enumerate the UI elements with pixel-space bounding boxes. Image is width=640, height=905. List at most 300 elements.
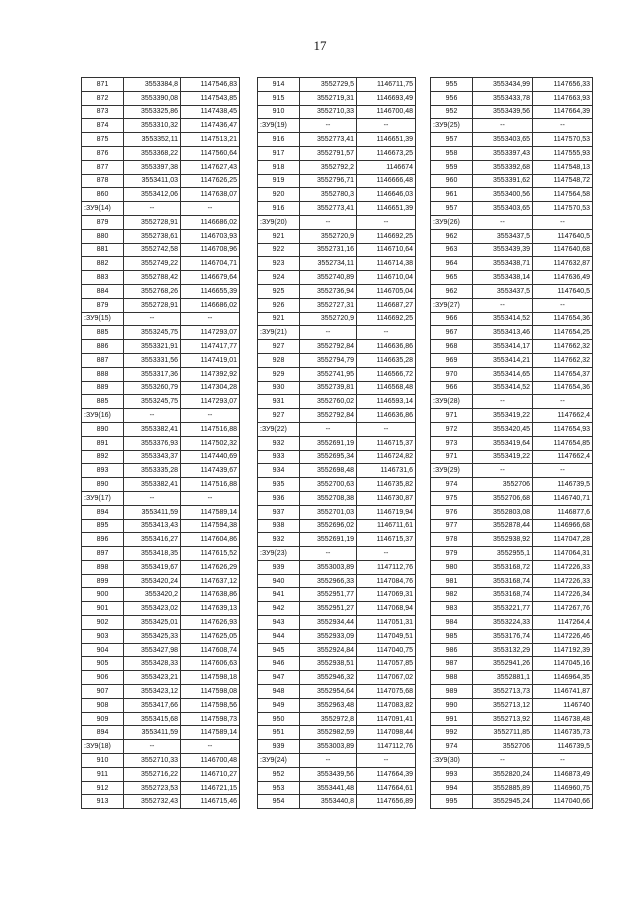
point-number-cell: 928 <box>258 353 300 367</box>
table-row <box>258 422 416 436</box>
table-row <box>431 629 593 643</box>
x-coordinate-cell: -- <box>300 754 357 768</box>
x-coordinate-cell: 3552720,9 <box>300 312 357 326</box>
point-number-cell: 965 <box>431 271 473 285</box>
point-number-cell: :ЗУ9(28) <box>431 395 473 409</box>
table-row <box>258 795 416 809</box>
point-number-cell: 886 <box>82 340 124 354</box>
y-coordinate-cell: 1147625,05 <box>181 629 240 643</box>
x-coordinate-cell: 3552713,92 <box>473 712 533 726</box>
table-row <box>431 754 593 768</box>
point-number-cell: 986 <box>431 643 473 657</box>
y-coordinate-cell: 1146715,46 <box>181 795 240 809</box>
point-number-cell: 991 <box>431 712 473 726</box>
x-coordinate-cell: 3552938,51 <box>300 657 357 671</box>
point-number-cell: 911 <box>82 767 124 781</box>
table-row <box>258 533 416 547</box>
y-coordinate-cell: -- <box>533 119 593 133</box>
point-number-cell: 932 <box>258 533 300 547</box>
x-coordinate-cell: 3553413,46 <box>473 326 533 340</box>
x-coordinate-cell: 3552739,81 <box>300 381 357 395</box>
x-coordinate-cell: 3553411,59 <box>124 505 181 519</box>
x-coordinate-cell: 3553411,03 <box>124 174 181 188</box>
y-coordinate-cell: 1146593,14 <box>357 395 416 409</box>
y-coordinate-cell: 1147598,56 <box>181 698 240 712</box>
table-row <box>82 574 240 588</box>
table-row <box>431 257 593 271</box>
table-row <box>431 243 593 257</box>
table-row <box>431 436 593 450</box>
x-coordinate-cell: 3553438,71 <box>473 257 533 271</box>
point-number-cell: 967 <box>431 326 473 340</box>
table-row <box>258 491 416 505</box>
point-number-cell: :ЗУ9(17) <box>82 491 124 505</box>
y-coordinate-cell: -- <box>181 202 240 216</box>
point-number-cell: :ЗУ9(15) <box>82 312 124 326</box>
x-coordinate-cell: 3553437,5 <box>473 229 533 243</box>
x-coordinate-cell: 3552972,8 <box>300 712 357 726</box>
x-coordinate-cell: -- <box>473 464 533 478</box>
y-coordinate-cell: 1147513,21 <box>181 133 240 147</box>
table-row <box>82 243 240 257</box>
x-coordinate-cell: 3553132,29 <box>473 643 533 657</box>
x-coordinate-cell: 3553412,06 <box>124 188 181 202</box>
x-coordinate-cell: 3553439,39 <box>473 243 533 257</box>
y-coordinate-cell: 1147067,02 <box>357 671 416 685</box>
y-coordinate-cell: 1147548,13 <box>533 160 593 174</box>
x-coordinate-cell: -- <box>300 119 357 133</box>
table-row <box>258 643 416 657</box>
point-number-cell: 922 <box>258 243 300 257</box>
x-coordinate-cell: 3552768,26 <box>124 284 181 298</box>
x-coordinate-cell: 3553423,02 <box>124 602 181 616</box>
point-number-cell: 907 <box>82 685 124 699</box>
x-coordinate-cell: 3553427,98 <box>124 643 181 657</box>
point-number-cell: 896 <box>82 533 124 547</box>
table-row <box>82 560 240 574</box>
table-row <box>258 616 416 630</box>
x-coordinate-cell: 3552698,48 <box>300 464 357 478</box>
x-coordinate-cell: 3553420,45 <box>473 422 533 436</box>
table-row <box>82 409 240 423</box>
y-coordinate-cell: 1147064,31 <box>533 547 593 561</box>
point-number-cell: 966 <box>431 312 473 326</box>
y-coordinate-cell: 1146873,49 <box>533 767 593 781</box>
table-row <box>431 188 593 202</box>
table-row <box>82 298 240 312</box>
point-number-cell: 909 <box>82 712 124 726</box>
table-row <box>82 602 240 616</box>
x-coordinate-cell: 3553414,65 <box>473 367 533 381</box>
y-coordinate-cell: 1147548,72 <box>533 174 593 188</box>
point-number-cell: 983 <box>431 602 473 616</box>
point-number-cell: 968 <box>431 340 473 354</box>
y-coordinate-cell: -- <box>533 298 593 312</box>
table-row <box>258 243 416 257</box>
x-coordinate-cell: 3552885,89 <box>473 781 533 795</box>
point-number-cell: 974 <box>431 740 473 754</box>
point-number-cell: :ЗУ9(20) <box>258 215 300 229</box>
point-number-cell: 927 <box>258 340 300 354</box>
y-coordinate-cell: 1146687,27 <box>357 298 416 312</box>
point-number-cell: 894 <box>82 726 124 740</box>
table-row <box>82 340 240 354</box>
table-row <box>258 326 416 340</box>
x-coordinate-cell: 3553438,14 <box>473 271 533 285</box>
x-coordinate-cell: -- <box>473 754 533 768</box>
table-row <box>258 560 416 574</box>
point-number-cell: 973 <box>431 436 473 450</box>
y-coordinate-cell: 1147656,33 <box>533 78 593 92</box>
table-row <box>258 574 416 588</box>
y-coordinate-cell: 1146679,64 <box>181 271 240 285</box>
x-coordinate-cell: 3552713,12 <box>473 698 533 712</box>
y-coordinate-cell: 1147626,29 <box>181 560 240 574</box>
y-coordinate-cell: -- <box>533 464 593 478</box>
point-number-cell: 914 <box>258 78 300 92</box>
table-row <box>431 78 593 92</box>
x-coordinate-cell: 3553434,99 <box>473 78 533 92</box>
point-number-cell: 906 <box>82 671 124 685</box>
y-coordinate-cell: 1147654,36 <box>533 312 593 326</box>
point-number-cell: 957 <box>431 202 473 216</box>
table-row <box>431 229 593 243</box>
y-coordinate-cell: 1147627,43 <box>181 160 240 174</box>
x-coordinate-cell: -- <box>300 326 357 340</box>
x-coordinate-cell: 3553368,22 <box>124 146 181 160</box>
table-row <box>431 519 593 533</box>
x-coordinate-cell: 3553221,77 <box>473 602 533 616</box>
x-coordinate-cell: 3552945,24 <box>473 795 533 809</box>
y-coordinate-cell: 1147293,07 <box>181 395 240 409</box>
table-row <box>82 754 240 768</box>
table-row <box>82 740 240 754</box>
table-row <box>82 284 240 298</box>
y-coordinate-cell: 1147664,39 <box>357 767 416 781</box>
x-coordinate-cell: 3552796,71 <box>300 174 357 188</box>
point-number-cell: 923 <box>258 257 300 271</box>
table-row <box>431 119 593 133</box>
table-row <box>431 395 593 409</box>
x-coordinate-cell: 3553419,22 <box>473 409 533 423</box>
y-coordinate-cell: 1146700,48 <box>181 754 240 768</box>
x-coordinate-cell: 3552716,22 <box>124 767 181 781</box>
table-row <box>431 781 593 795</box>
table-row <box>82 367 240 381</box>
point-number-cell: 995 <box>431 795 473 809</box>
y-coordinate-cell: 1146715,37 <box>357 436 416 450</box>
y-coordinate-cell: 1147636,49 <box>533 271 593 285</box>
table-row <box>82 712 240 726</box>
x-coordinate-cell: 3552728,91 <box>124 298 181 312</box>
x-coordinate-cell: 3552946,32 <box>300 671 357 685</box>
y-coordinate-cell: 1147440,69 <box>181 450 240 464</box>
point-number-cell: 897 <box>82 547 124 561</box>
table-row <box>431 616 593 630</box>
table-row <box>431 795 593 809</box>
point-number-cell: 873 <box>82 105 124 119</box>
x-coordinate-cell: 3552729,5 <box>300 78 357 92</box>
x-coordinate-cell: 3553419,22 <box>473 450 533 464</box>
x-coordinate-cell: 3552734,11 <box>300 257 357 271</box>
point-number-cell: 977 <box>431 519 473 533</box>
point-number-cell: 950 <box>258 712 300 726</box>
table-row <box>431 478 593 492</box>
table-row <box>258 202 416 216</box>
y-coordinate-cell: -- <box>181 409 240 423</box>
point-number-cell: 942 <box>258 602 300 616</box>
y-coordinate-cell: 1147083,82 <box>357 698 416 712</box>
x-coordinate-cell: 3553343,37 <box>124 450 181 464</box>
x-coordinate-cell: 3553317,36 <box>124 367 181 381</box>
y-coordinate-cell: 1146703,93 <box>181 229 240 243</box>
point-number-cell: 889 <box>82 381 124 395</box>
x-coordinate-cell: 3553168,74 <box>473 588 533 602</box>
x-coordinate-cell: 3552788,42 <box>124 271 181 285</box>
table-row <box>258 146 416 160</box>
table-row <box>82 616 240 630</box>
x-coordinate-cell: 3553331,56 <box>124 353 181 367</box>
y-coordinate-cell: 1147639,13 <box>181 602 240 616</box>
y-coordinate-cell: 1147293,07 <box>181 326 240 340</box>
x-coordinate-cell: 3553433,78 <box>473 91 533 105</box>
x-coordinate-cell: 3552792,84 <box>300 409 357 423</box>
point-number-cell: 945 <box>258 643 300 657</box>
x-coordinate-cell: 3553168,74 <box>473 574 533 588</box>
x-coordinate-cell: 3552951,77 <box>300 588 357 602</box>
y-coordinate-cell: 1147075,68 <box>357 685 416 699</box>
y-coordinate-cell: 1147051,31 <box>357 616 416 630</box>
y-coordinate-cell: 1147662,4 <box>533 409 593 423</box>
x-coordinate-cell: 3553439,56 <box>473 105 533 119</box>
x-coordinate-cell: 3553439,56 <box>300 767 357 781</box>
point-number-cell: 918 <box>258 160 300 174</box>
y-coordinate-cell: 1147638,86 <box>181 588 240 602</box>
y-coordinate-cell: 1147637,12 <box>181 574 240 588</box>
y-coordinate-cell: 1147589,14 <box>181 505 240 519</box>
y-coordinate-cell: 1146735,82 <box>357 478 416 492</box>
y-coordinate-cell: 1146710,64 <box>357 243 416 257</box>
x-coordinate-cell: 3552792,2 <box>300 160 357 174</box>
point-number-cell: 979 <box>431 547 473 561</box>
y-coordinate-cell: 1147226,33 <box>533 560 593 574</box>
table-row <box>431 353 593 367</box>
y-coordinate-cell: 1147664,61 <box>357 781 416 795</box>
point-number-cell: 980 <box>431 560 473 574</box>
point-number-cell: 975 <box>431 491 473 505</box>
table-row <box>82 547 240 561</box>
point-number-cell: 879 <box>82 215 124 229</box>
point-number-cell: :ЗУ9(18) <box>82 740 124 754</box>
point-number-cell: 939 <box>258 740 300 754</box>
point-number-cell: 984 <box>431 616 473 630</box>
x-coordinate-cell: 3552934,44 <box>300 616 357 630</box>
point-number-cell: 972 <box>431 422 473 436</box>
point-number-cell: 916 <box>258 202 300 216</box>
x-coordinate-cell: 3553384,8 <box>124 78 181 92</box>
x-coordinate-cell: 3552711,85 <box>473 726 533 740</box>
x-coordinate-cell: 3553414,52 <box>473 381 533 395</box>
x-coordinate-cell: 3553428,33 <box>124 657 181 671</box>
table-row <box>82 326 240 340</box>
table-row <box>82 781 240 795</box>
coordinate-table-1 <box>81 77 240 809</box>
y-coordinate-cell: -- <box>181 491 240 505</box>
table-row <box>82 91 240 105</box>
table-row <box>431 698 593 712</box>
point-number-cell: 937 <box>258 505 300 519</box>
y-coordinate-cell: 1147439,67 <box>181 464 240 478</box>
table-row <box>82 174 240 188</box>
point-number-cell: 988 <box>431 671 473 685</box>
x-coordinate-cell: 3552951,27 <box>300 602 357 616</box>
point-number-cell: 989 <box>431 685 473 699</box>
table-row <box>82 464 240 478</box>
point-number-cell: :ЗУ9(24) <box>258 754 300 768</box>
y-coordinate-cell: 1146636,86 <box>357 340 416 354</box>
table-row <box>258 91 416 105</box>
x-coordinate-cell: 3552731,16 <box>300 243 357 257</box>
y-coordinate-cell: 1147226,33 <box>533 574 593 588</box>
table-row <box>82 395 240 409</box>
x-coordinate-cell: -- <box>473 215 533 229</box>
y-coordinate-cell: 1146568,48 <box>357 381 416 395</box>
table-row <box>431 547 593 561</box>
point-number-cell: :ЗУ9(25) <box>431 119 473 133</box>
y-coordinate-cell: 1147098,44 <box>357 726 416 740</box>
point-number-cell: 944 <box>258 629 300 643</box>
x-coordinate-cell: 3553321,91 <box>124 340 181 354</box>
y-coordinate-cell: 1146960,75 <box>533 781 593 795</box>
x-coordinate-cell: 3553413,43 <box>124 519 181 533</box>
y-coordinate-cell: 1147632,87 <box>533 257 593 271</box>
point-number-cell: 905 <box>82 657 124 671</box>
table-row <box>82 105 240 119</box>
x-coordinate-cell: 3553423,12 <box>124 685 181 699</box>
table-row <box>258 698 416 712</box>
y-coordinate-cell: 1147608,74 <box>181 643 240 657</box>
y-coordinate-cell: 1146635,28 <box>357 353 416 367</box>
point-number-cell: 898 <box>82 560 124 574</box>
table-row <box>82 505 240 519</box>
y-coordinate-cell: 1146710,04 <box>357 271 416 285</box>
point-number-cell: 933 <box>258 450 300 464</box>
point-number-cell: 876 <box>82 146 124 160</box>
x-coordinate-cell: 3552728,91 <box>124 215 181 229</box>
table-row <box>258 726 416 740</box>
y-coordinate-cell: 1147560,64 <box>181 146 240 160</box>
x-coordinate-cell: 3553400,56 <box>473 188 533 202</box>
table-row <box>258 105 416 119</box>
point-number-cell: 891 <box>82 436 124 450</box>
y-coordinate-cell: 1146966,68 <box>533 519 593 533</box>
y-coordinate-cell: 1147112,76 <box>357 560 416 574</box>
point-number-cell: 993 <box>431 767 473 781</box>
x-coordinate-cell: 3553325,86 <box>124 105 181 119</box>
x-coordinate-cell: 3552691,19 <box>300 436 357 450</box>
y-coordinate-cell: 1147640,5 <box>533 284 593 298</box>
table-row <box>431 450 593 464</box>
x-coordinate-cell: 3553397,38 <box>124 160 181 174</box>
point-number-cell: 976 <box>431 505 473 519</box>
table-row <box>258 340 416 354</box>
x-coordinate-cell: 3552794,79 <box>300 353 357 367</box>
point-number-cell: 935 <box>258 478 300 492</box>
y-coordinate-cell: 1146692,25 <box>357 229 416 243</box>
x-coordinate-cell: 3552732,43 <box>124 795 181 809</box>
table-row <box>431 464 593 478</box>
point-number-cell: 931 <box>258 395 300 409</box>
table-row <box>431 685 593 699</box>
y-coordinate-cell: 1147392,92 <box>181 367 240 381</box>
table-row <box>258 298 416 312</box>
table-row <box>431 726 593 740</box>
point-number-cell: 874 <box>82 119 124 133</box>
point-number-cell: :ЗУ9(21) <box>258 326 300 340</box>
x-coordinate-cell: -- <box>473 298 533 312</box>
table-row <box>258 602 416 616</box>
point-number-cell: 880 <box>82 229 124 243</box>
point-number-cell: 913 <box>82 795 124 809</box>
y-coordinate-cell: 1147049,51 <box>357 629 416 643</box>
point-number-cell: :ЗУ9(19) <box>258 119 300 133</box>
y-coordinate-cell: 1147589,14 <box>181 726 240 740</box>
x-coordinate-cell: 3552701,03 <box>300 505 357 519</box>
y-coordinate-cell: 1146673,25 <box>357 146 416 160</box>
x-coordinate-cell: -- <box>124 491 181 505</box>
y-coordinate-cell: 1146741,87 <box>533 685 593 699</box>
y-coordinate-cell: 1147438,45 <box>181 105 240 119</box>
x-coordinate-cell: 3553310,32 <box>124 119 181 133</box>
table-row <box>258 229 416 243</box>
x-coordinate-cell: 3553416,27 <box>124 533 181 547</box>
table-row <box>431 271 593 285</box>
point-number-cell: 966 <box>431 381 473 395</box>
x-coordinate-cell: 3553417,66 <box>124 698 181 712</box>
x-coordinate-cell: 3553392,68 <box>473 160 533 174</box>
table-row <box>258 547 416 561</box>
table-row <box>82 685 240 699</box>
y-coordinate-cell: 1147226,46 <box>533 629 593 643</box>
table-row <box>258 629 416 643</box>
table-row <box>431 284 593 298</box>
table-row <box>82 188 240 202</box>
table-row <box>431 146 593 160</box>
x-coordinate-cell: 3553390,08 <box>124 91 181 105</box>
y-coordinate-cell: 1146711,75 <box>357 78 416 92</box>
table-row <box>431 381 593 395</box>
y-coordinate-cell: 1147656,89 <box>357 795 416 809</box>
point-number-cell: 890 <box>82 422 124 436</box>
x-coordinate-cell: 3552803,08 <box>473 505 533 519</box>
y-coordinate-cell: 1146566,72 <box>357 367 416 381</box>
y-coordinate-cell: 1147640,5 <box>533 229 593 243</box>
table-row <box>431 491 593 505</box>
x-coordinate-cell: 3552982,59 <box>300 726 357 740</box>
x-coordinate-cell: 3553418,35 <box>124 547 181 561</box>
y-coordinate-cell: 1147664,39 <box>533 105 593 119</box>
table-row <box>82 257 240 271</box>
x-coordinate-cell: 3553176,74 <box>473 629 533 643</box>
point-number-cell: 921 <box>258 312 300 326</box>
point-number-cell: 892 <box>82 450 124 464</box>
x-coordinate-cell: 3552820,24 <box>473 767 533 781</box>
table-row <box>82 767 240 781</box>
y-coordinate-cell: 1147555,93 <box>533 146 593 160</box>
point-number-cell: 900 <box>82 588 124 602</box>
point-number-cell: 887 <box>82 353 124 367</box>
y-coordinate-cell: 1147662,4 <box>533 450 593 464</box>
